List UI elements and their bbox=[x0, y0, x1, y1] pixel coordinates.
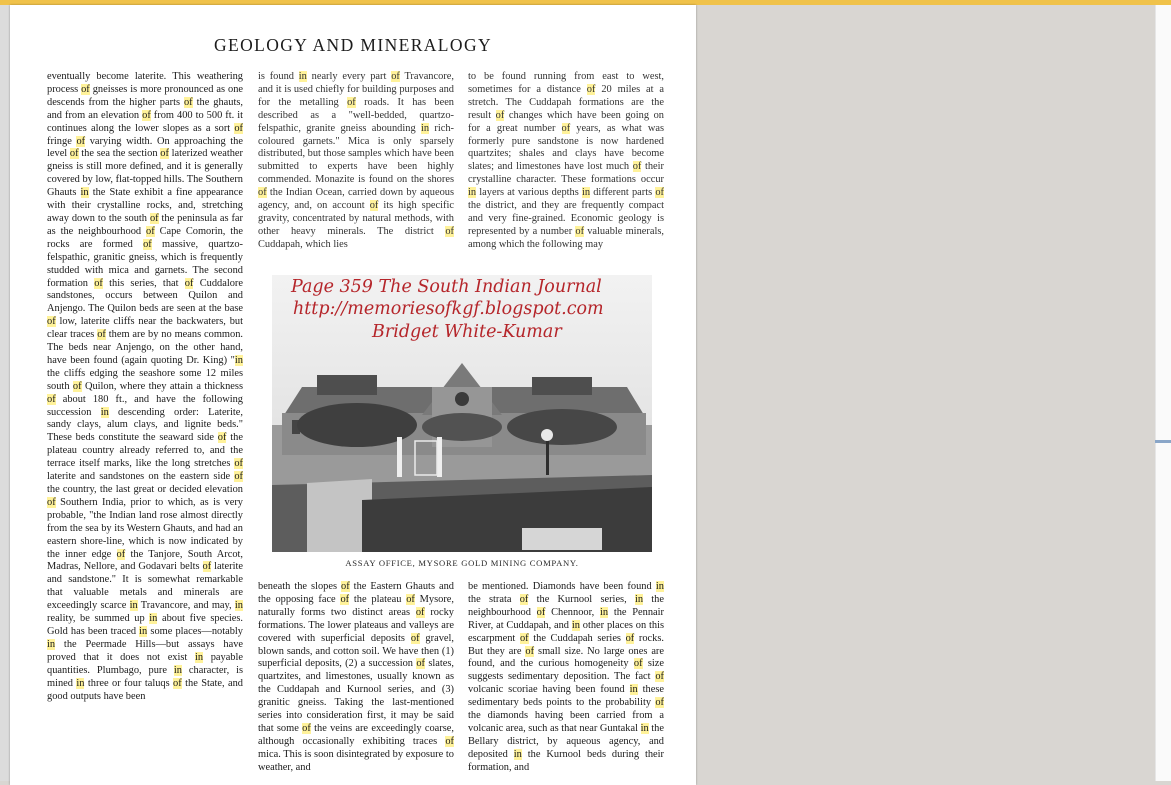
search-highlight: in bbox=[513, 748, 522, 760]
search-highlight: of bbox=[416, 658, 425, 670]
vertical-scrollbar[interactable] bbox=[1155, 5, 1171, 781]
search-highlight: of bbox=[655, 697, 664, 709]
search-highlight: in bbox=[76, 677, 85, 689]
search-highlight: of bbox=[76, 135, 86, 147]
search-highlight: in bbox=[234, 600, 243, 612]
viewer-left-gutter bbox=[0, 5, 10, 781]
search-highlight: of bbox=[146, 225, 155, 237]
search-highlight: in bbox=[194, 651, 204, 663]
search-highlight: of bbox=[302, 722, 311, 734]
text-column-3 bbox=[468, 71, 664, 252]
search-highlight: of bbox=[72, 380, 82, 392]
search-highlight: in bbox=[634, 593, 644, 605]
search-highlight: of bbox=[234, 122, 243, 134]
search-highlight: in bbox=[599, 606, 609, 618]
search-highlight: in bbox=[468, 187, 477, 199]
search-highlight: of bbox=[173, 677, 182, 689]
search-highlight: of bbox=[47, 393, 56, 405]
search-highlight: of bbox=[633, 658, 643, 670]
search-highlight: of bbox=[341, 581, 350, 592]
search-highlight: of bbox=[184, 277, 194, 289]
search-highlight: of bbox=[347, 96, 356, 108]
search-highlight: in bbox=[420, 122, 430, 134]
search-highlight: in bbox=[234, 354, 243, 366]
search-highlight: of bbox=[183, 96, 193, 108]
search-highlight: of bbox=[632, 161, 642, 173]
column-5-text: be mentioned. Diamonds have been found in the strata of the Kurnool series, in the neighbourhood of Chennoor, in the Pennair River, at Cuddapah, and in other places on this escarpment of the Cuddapah series of rocks. But they are of small size. No large ones are found, and the curious homogeneity of size suggests sedimentary deposition. The fact of volcanic scoriae having been found in these sedimentary beds points to the probability of the diamonds having been carried from a volcanic area, such as that near Guntakal in the Bellary district, by aqueous agency, and deposited in the Kurnool beds during their formation, and bbox=[468, 581, 665, 773]
watermark-line-1: Page 359 The South Indian Journal bbox=[291, 277, 602, 297]
search-highlight: in bbox=[173, 664, 183, 676]
search-highlight: of bbox=[415, 606, 425, 618]
search-highlight: of bbox=[258, 187, 267, 199]
search-highlight: of bbox=[655, 671, 664, 683]
text-column-2 bbox=[258, 71, 454, 252]
column-3-text: to be found running from east to west, sometimes for a distance of 20 miles at a stretch. The Cuddapah formations are the result of changes which have been going on for a great number of years, as what was formerly pure sandstone is now hardened quartzites; shales and clays have become slates; and limestones have lost much of their crystalline character. These formations occur in layers at various depths in different parts of the district, and they are frequently compact and very fine-grained. Economic geology is represented by a number of valuable minerals, among which the following may bbox=[468, 71, 665, 250]
search-highlight: of bbox=[202, 561, 212, 573]
search-highlight: of bbox=[519, 593, 529, 605]
page-title: GEOLOGY AND MINERALOGY bbox=[213, 35, 493, 55]
search-highlight: of bbox=[586, 83, 596, 95]
search-highlight: in bbox=[129, 600, 138, 612]
search-highlight: of bbox=[160, 148, 169, 160]
search-highlight: of bbox=[234, 471, 243, 483]
search-highlight: of bbox=[369, 200, 379, 212]
search-highlight: of bbox=[69, 148, 79, 160]
search-highlight: of bbox=[519, 632, 529, 644]
search-highlight: of bbox=[234, 458, 243, 470]
search-highlight: of bbox=[217, 432, 227, 444]
search-highlight: of bbox=[410, 632, 420, 644]
search-highlight: of bbox=[142, 109, 151, 121]
column-2-text: is found in nearly every part of Travancore, and it is used chiefly for building purposes and for the metalling of roads. It has been described as a "well-bedded, quartzo-felspathic, granite gneiss abounding in rich-coloured garnets." Mica is only sparsely distributed, but those samples which have been submitted to experts have been highly commended. Monazite is found on the shores of the Indian Ocean, carried down by aqueous agency, and, on account of its high specific gravity, concentrated by natural methods, with other heavy minerals. The district of Cuddapah, which lies bbox=[258, 71, 454, 250]
column-1-text: eventually become laterite. This weathering process of gneisses is more pronounced as one descends from the higher parts of the ghauts, and from an elevation of from 400 to 500 ft. it continues along the lower slopes as a sort of fringe of varying width. On approaching the level of the sea the section of laterized weather gneiss is still more defined, and it is generally covered by low, flat-topped hills. The Southern Ghauts in the State exhibit a fine appearance with their crystalline rocks, and, stretching away down to the south of the peninsula as far as the neighbourhood of Cape Comorin, the rocks are formed of massive, quartzo-felspathic, granitic gneiss, which is frequently studded with mica and garnets. The second formation of this series, that of Cuddalore sandstones, occurs between Quilon and Anjengo. The Quilon beds are seen at the base of low, laterite cliffs near the backwaters, but clear traces of them are by no means common. The beds near Anjengo, on the other hand, have been found (again quoting Dr. King) "in the cliffs edging the seashore some 12 miles south of Quilon, where they attain a thickness of about 180 ft., and have the following succession in descending order: Laterite, sandy clays, alum clays, and lignite beds." These beds constitute the seaward side of the plateau country already referred to, and the terrace itself marks, like the long stretches of laterite and sandstones on the eastern side of the country, the last great or decided elevation of Southern India, prior to which, as is very probable, "the Indian land rose almost directly from the sea by its Western Ghauts, and had an eastern shore-line, which is now indicated by the inner edge of the Tanjore, South Arcot, Madras, Nellore, and Godavari belts of laterite and sandstone." It is somewhat remarkable that valuable metals and minerals are exceedingly scarce in Travancore, and may, in reality, be summed up in about five species. Gold has been traced in some places—notably in the Peermade Hills—but assays have proved that it does not exist in payable quantities. Plumbago, pure in character, is mined in three or four taluqs of the State, and good outputs have been bbox=[47, 71, 244, 702]
watermark-url: http://memoriesofkgf.blogspot.com bbox=[293, 299, 604, 319]
search-highlight: of bbox=[47, 316, 56, 328]
photo-caption: ASSAY OFFICE, MYSORE GOLD MINING COMPANY. bbox=[345, 558, 579, 568]
scrollbar-position-marker[interactable] bbox=[1155, 440, 1171, 443]
scanned-page bbox=[10, 5, 696, 785]
search-highlight: in bbox=[80, 187, 89, 199]
search-highlight: of bbox=[116, 548, 126, 560]
search-highlight: in bbox=[100, 406, 109, 418]
search-highlight: in bbox=[298, 71, 307, 82]
search-highlight: of bbox=[575, 225, 585, 237]
search-highlight: of bbox=[94, 277, 103, 289]
search-highlight: of bbox=[149, 212, 159, 224]
search-highlight: of bbox=[143, 238, 152, 250]
search-highlight: in bbox=[47, 638, 56, 650]
text-column-5 bbox=[468, 581, 664, 775]
search-highlight: in bbox=[571, 619, 580, 631]
search-highlight: of bbox=[81, 83, 90, 95]
search-highlight: in bbox=[655, 581, 664, 592]
search-highlight: of bbox=[47, 496, 56, 508]
search-highlight: in bbox=[640, 722, 649, 734]
search-highlight: in bbox=[629, 684, 638, 696]
search-highlight: of bbox=[445, 735, 454, 747]
search-highlight: of bbox=[340, 593, 350, 605]
search-highlight: of bbox=[406, 593, 415, 605]
text-column-4 bbox=[258, 581, 454, 775]
watermark-author: Bridget White-Kumar bbox=[372, 322, 562, 342]
search-highlight: of bbox=[655, 187, 665, 199]
search-highlight: of bbox=[97, 329, 106, 341]
search-highlight: of bbox=[561, 122, 571, 134]
search-highlight: in bbox=[149, 613, 158, 625]
text-column-1 bbox=[47, 71, 243, 703]
search-highlight: in bbox=[139, 625, 148, 637]
search-highlight: of bbox=[495, 109, 505, 121]
search-highlight: in bbox=[581, 187, 591, 199]
search-highlight: of bbox=[625, 632, 635, 644]
search-highlight: of bbox=[445, 225, 454, 237]
search-highlight: of bbox=[536, 606, 546, 618]
search-highlight: of bbox=[525, 645, 535, 657]
search-highlight: of bbox=[391, 71, 400, 82]
column-4-text: beneath the slopes of the Eastern Ghauts and the opposing face of the plateau of Mysore, naturally forms two distinct areas of rocky formations. The lower plateaus and valleys are covered with superficial deposits of gravel, blown sands, and cotton soil. We have then (1) superficial deposits, (2) a succession of slates, quartzites, and limestones, usually known as the Cuddapah and Kurnool series, and (3) granitic gneiss. Taking the last-mentioned series into consideration first, it may be said that some of the veins are exceedingly coarse, although occasionally exhibiting traces of mica. This is soon disintegrated by exposure to weather, and bbox=[258, 581, 454, 773]
